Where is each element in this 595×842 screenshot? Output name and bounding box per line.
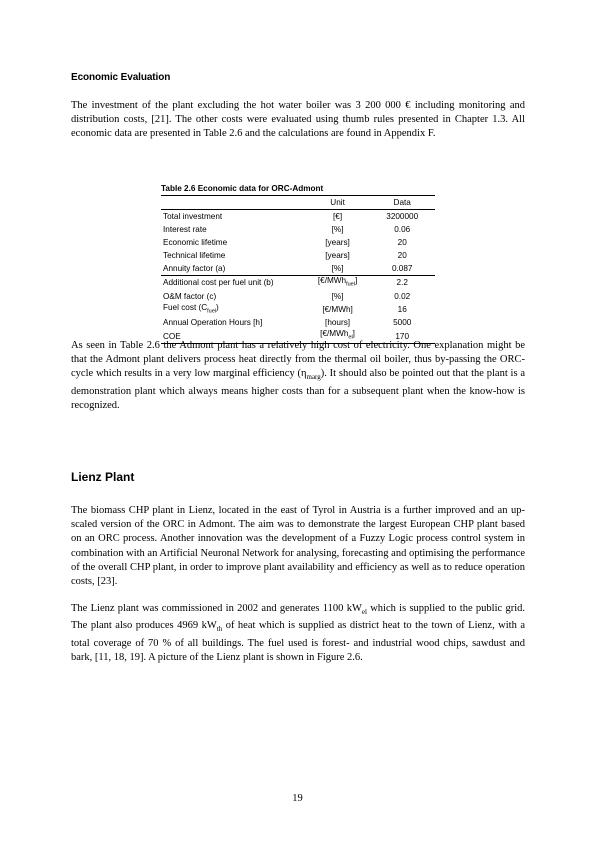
label-text: Fuel cost (C xyxy=(163,302,208,312)
row-value: 3200000 xyxy=(386,212,419,221)
table-row xyxy=(161,262,435,276)
label-tail: ) xyxy=(216,302,219,312)
table-row xyxy=(161,316,435,329)
row-label: O&M factor (c) xyxy=(163,291,217,301)
data-table xyxy=(161,195,435,344)
table-row xyxy=(161,290,435,303)
row-label xyxy=(161,303,306,317)
kw-th-subscript: th xyxy=(216,625,223,634)
paragraph-text: As seen in Table 2.6 the Admont plant has a relatively high cost of electricity. One explanation might be that the Admont plant delivers process heat directly from the thermal oil boiler, thus by-passing the ORC-cycle which results in a very low marginal efficiency (η xyxy=(71,340,525,380)
row-unit: [%] xyxy=(331,291,344,301)
unit-text: [€/MWh xyxy=(317,276,347,285)
row-value: 16 xyxy=(397,304,407,314)
row-label: Additional cost per fuel unit (b) xyxy=(163,278,274,288)
paragraph-text: of heat which is supplied as district heat to the town of Lienz, with a total coverage of 70 % of all buildings. The fuel used is forest- and industrial wood chips, sawdust and bark, [11, 18, 19]. A picture of the Lienz plant is shown in Figure 2.6. xyxy=(71,620,525,663)
section-heading-economic-evaluation: Economic Evaluation xyxy=(71,72,171,83)
row-value: 170 xyxy=(395,331,410,341)
row-label: Annuity factor (a) xyxy=(163,264,226,273)
unit-subscript: el xyxy=(348,334,353,341)
row-label: Economic lifetime xyxy=(163,238,228,247)
row-unit: [%] xyxy=(331,264,344,273)
table-row xyxy=(161,210,435,224)
kw-el-subscript: el xyxy=(361,608,367,617)
section-heading-lienz-plant: Lienz Plant xyxy=(71,470,135,484)
paragraph-text: which is supplied to the public grid. The plant also produces 4969 kW xyxy=(71,603,526,632)
row-value: 20 xyxy=(397,238,407,247)
row-value: 5000 xyxy=(393,318,412,328)
row-unit: [€/MWh] xyxy=(322,304,353,314)
table-row xyxy=(161,303,435,317)
page-number: 19 xyxy=(292,793,303,804)
table-header-row xyxy=(161,196,435,210)
row-label: COE xyxy=(163,331,181,341)
unit-text: [€/MWh xyxy=(320,329,349,339)
unit-subscript: fuel xyxy=(346,281,355,288)
row-value: 0.06 xyxy=(394,225,411,234)
paragraph-admont-cost xyxy=(71,339,525,413)
row-label: Technical lifetime xyxy=(163,251,226,260)
row-value: 20 xyxy=(397,251,407,260)
row-label: Total investment xyxy=(163,212,223,221)
label-subscript: fuel xyxy=(207,308,217,315)
row-unit: [%] xyxy=(331,225,344,234)
paragraph-investment: The investment of the plant excluding the hot water boiler was 3 200 000 € including monitoring and distribution costs, [21]. The other costs were evaluated using thumb rules presented in Chapter 1.3. All economic data are presented in Table 2.6 and the calculations are found in Appendix F. xyxy=(71,100,525,140)
table-economic-data xyxy=(161,184,435,344)
unit-tail: ] xyxy=(352,329,355,339)
header-label xyxy=(161,196,306,210)
paragraph-lienz-description: The biomass CHP plant in Lienz, located in the east of Tyrol in Austria is a further improved and an up-scaled version of the ORC in Admont. The aim was to demonstrate the largest European CHP plant based on an ORC process. Another innovation was the development of a Fuzzy Logic process control system in combination with an Artificial Neuronal Network for analysing, forecasting and optimising the performance of the overall CHP plant, in order to improve plant availability and efficiency as well as to reduce operation costs, [23]. xyxy=(71,505,525,588)
row-unit: [years] xyxy=(325,238,350,247)
header-unit: Unit xyxy=(330,198,345,207)
row-unit: [€] xyxy=(333,212,343,221)
row-label: Annual Operation Hours [h] xyxy=(163,318,263,328)
paragraph-lienz-commissioning xyxy=(71,602,525,665)
eta-subscript: marg xyxy=(306,373,321,382)
table-row xyxy=(161,276,435,290)
header-data: Data xyxy=(393,198,411,207)
table-row xyxy=(161,223,435,236)
table-row xyxy=(161,249,435,262)
paragraph-text: The Lienz plant was commissioned in 2002 and generates 1100 kW xyxy=(71,603,362,614)
row-value: 2.2 xyxy=(396,278,408,288)
paragraph-text-end: ). It should also be pointed out that the plant is a demonstration plant which always means higher costs than for a subsequent plant when the know-how is recognized. xyxy=(71,368,525,411)
unit-tail: ] xyxy=(354,276,358,285)
row-value: 0.02 xyxy=(394,291,411,301)
row-value: 0.087 xyxy=(391,264,413,273)
row-unit xyxy=(306,276,370,290)
table-caption: Table 2.6 Economic data for ORC-Admont xyxy=(161,184,324,193)
row-unit: [years] xyxy=(325,251,350,260)
table-row xyxy=(161,236,435,249)
row-unit: [hours] xyxy=(325,318,351,328)
row-label: Interest rate xyxy=(163,225,207,234)
